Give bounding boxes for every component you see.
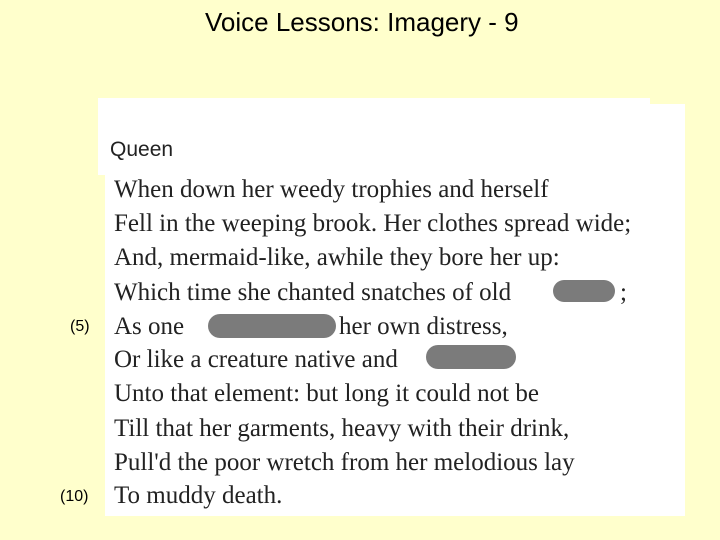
poem-line-8: Till that her garments, heavy with their drink, <box>114 415 570 442</box>
speaker-label: Queen <box>110 138 174 161</box>
redaction-smudge <box>208 314 336 338</box>
poem-line-5-end: her own distress, <box>339 313 508 340</box>
poem-line-10: To muddy death. <box>114 482 283 509</box>
redaction-smudge <box>426 345 516 369</box>
poem-line-6: Or like a creature native and <box>114 346 398 373</box>
slide-title: Voice Lessons: Imagery - 9 <box>205 7 519 37</box>
poem-line-2: Fell in the weeping brook. Her clothes spread wide; <box>114 210 632 237</box>
poem-line-5-start: As one <box>114 313 185 340</box>
poem-line-7: Unto that element: but long it could not be <box>114 380 539 407</box>
poem-line-1: When down her weedy trophies and herself <box>114 176 549 203</box>
poem-line-9: Pull'd the poor wretch from her melodious lay <box>114 449 575 476</box>
poem-line-4-end: ; <box>620 279 627 306</box>
redaction-smudge <box>553 280 615 302</box>
poem-line-4: Which time she chanted snatches of old <box>114 279 512 306</box>
line-number-10: (10) <box>60 488 89 505</box>
poem-line-3: And, mermaid-like, awhile they bore her up: <box>114 244 560 271</box>
line-number-5: (5) <box>70 318 90 335</box>
